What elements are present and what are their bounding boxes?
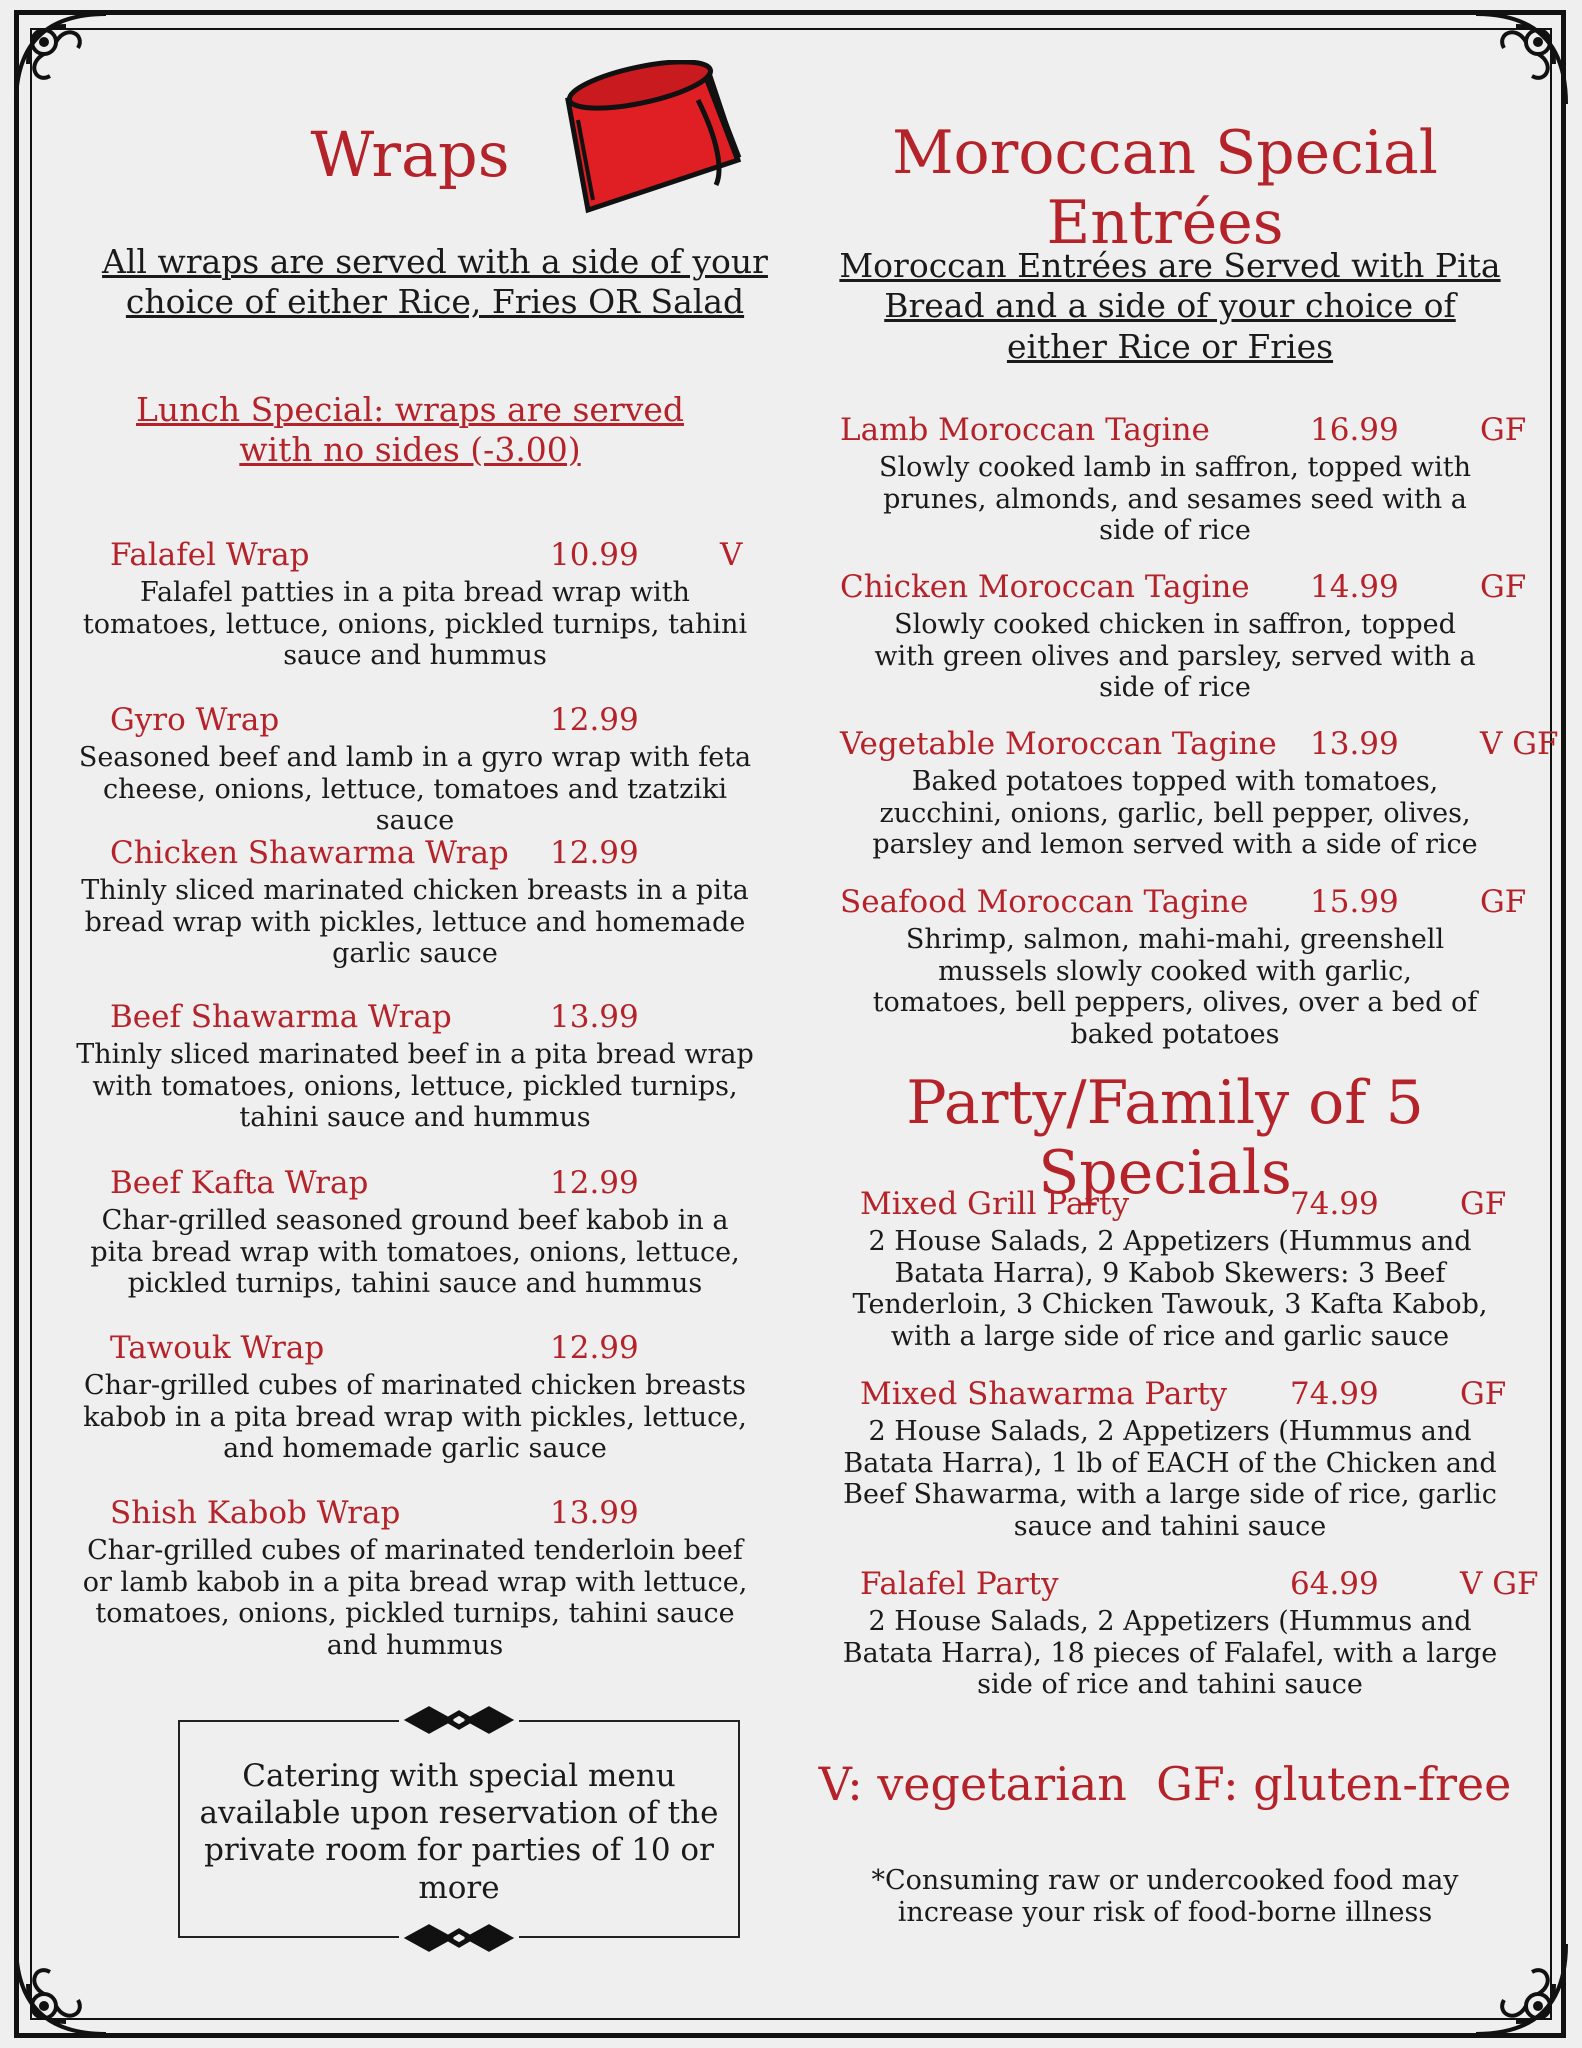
item-name: Mixed Shawarma Party [860,1376,1228,1412]
item-name: Chicken Moroccan Tagine [840,569,1250,605]
menu-item-header [110,835,750,875]
item-diet-tag: V GF [1460,1566,1539,1602]
lunch-special-note: Lunch Special: wraps are served with no sides (-3.00) [135,390,685,470]
item-name: Vegetable Moroccan Tagine [840,726,1277,762]
item-description: Falafel patties in a pita bread wrap with tomatoes, lettuce, onions, pickled turnips, tahini sauce and hummus [82,577,748,672]
item-name: Chicken Shawarma Wrap [110,835,509,871]
item-diet-tag: GF [1480,569,1527,605]
item-description: Char-grilled seasoned ground beef kabob in a pita bread wrap with tomatoes, onions, lettuce, pickled turnips, tahini sauce and hummus [90,1205,740,1300]
item-price: 74.99 [1290,1376,1379,1412]
item-price: 15.99 [1310,884,1399,920]
item-price: 12.99 [550,1165,639,1201]
item-price: 64.99 [1290,1566,1379,1602]
item-diet-tag: GF [1460,1186,1507,1222]
corner-ornament-icon [1466,4,1576,114]
moroccan-side-note: Moroccan Entrées are Served with Pita Bread and a side of your choice of either Rice or Fries [839,246,1501,366]
item-description: Seasoned beef and lamb in a gyro wrap with feta cheese, onions, lettuce, tomatoes and tzatziki sauce [78,742,752,837]
item-price: 12.99 [550,1330,639,1366]
menu-item-header [860,1376,1550,1416]
item-name: Shish Kabob Wrap [110,1495,401,1531]
menu-item-header [840,884,1550,924]
item-description: Slowly cooked lamb in saffron, topped with prunes, almonds, and sesames seed with a side of rice [879,452,1471,547]
diamond-divider-icon [399,1705,519,1735]
item-name: Gyro Wrap [110,702,280,738]
legend: V: vegetarian GF: gluten-free [818,1757,1512,1811]
item-name: Beef Shawarma Wrap [110,999,452,1035]
catering-box [178,1720,740,1938]
menu-item-header [840,569,1550,609]
item-description: Char-grilled cubes of marinated chicken breasts kabob in a pita bread wrap with pickles, lettuce, and homemade garlic sauce [83,1370,747,1465]
item-price: 12.99 [550,835,639,871]
item-name: Lamb Moroccan Tagine [840,412,1210,448]
item-diet-tag: GF [1480,412,1527,448]
menu-item-header [840,412,1550,452]
menu-item-header [110,999,750,1039]
item-name: Tawouk Wrap [110,1330,325,1366]
item-description: Thinly sliced marinated chicken breasts in a pita bread wrap with pickles, lettuce and homemade garlic sauce [81,875,749,970]
menu-item-header [840,726,1559,766]
item-price: 16.99 [1310,412,1399,448]
item-name: Mixed Grill Party [860,1186,1130,1222]
item-price: 12.99 [550,702,639,738]
item-description: 2 House Salads, 2 Appetizers (Hummus and Batata Harra), 18 pieces of Falafel, with a large side of rice and tahini sauce [842,1606,1498,1701]
disclaimer: *Consuming raw or undercooked food may increase your risk of food-borne illness [871,1865,1459,1928]
item-name: Falafel Party [860,1566,1059,1602]
wraps-title: Wraps [310,118,510,191]
wraps-side-note: All wraps are served with a side of your choice of either Rice, Fries OR Salad [102,242,768,322]
item-price: 13.99 [550,999,639,1035]
corner-ornament-icon [1466,1934,1576,2044]
menu-item-header [860,1566,1550,1606]
fez-hat-icon [548,60,748,220]
item-diet-tag: GF [1460,1376,1507,1412]
item-description: Baked potatoes topped with tomatoes, zucchini, onions, garlic, bell pepper, olives, parsley and lemon served with a side of rice [872,766,1478,861]
menu-item-header [110,702,750,742]
item-name: Seafood Moroccan Tagine [840,884,1249,920]
item-description: 2 House Salads, 2 Appetizers (Hummus and Batata Harra), 9 Kabob Skewers: 3 Beef Tenderloin, 3 Chicken Tawouk, 3 Kafta Kabob, with a large side of rice and garlic sauce [852,1226,1488,1352]
item-price: 10.99 [550,537,639,573]
item-price: 13.99 [1310,726,1399,762]
item-diet-tag: V [720,537,743,573]
moroccan-title: Moroccan Special Entrées [892,118,1438,258]
item-description: 2 House Salads, 2 Appetizers (Hummus and Batata Harra), 1 lb of EACH of the Chicken and Beef Shawarma, with a large side of rice, garlic sauce and tahini sauce [843,1416,1497,1542]
menu-item-header [110,1495,750,1535]
item-price: 14.99 [1310,569,1399,605]
menu-item-header [110,1330,750,1370]
item-name: Falafel Wrap [110,537,310,573]
item-description: Slowly cooked chicken in saffron, topped with green olives and parsley, served with a side of rice [874,609,1476,704]
menu-item-header [110,537,750,577]
item-name: Beef Kafta Wrap [110,1165,369,1201]
item-description: Char-grilled cubes of marinated tenderloin beef or lamb kabob in a pita bread wrap with lettuce, tomatoes, onions, pickled turnips, tahini sauce and hummus [82,1535,748,1661]
item-diet-tag: V GF [1480,726,1559,762]
catering-text: Catering with special menu available upon reservation of the private room for parties of 10 or more [199,1758,719,1906]
item-price: 74.99 [1290,1186,1379,1222]
menu-item-header [110,1165,750,1205]
item-description: Shrimp, salmon, mahi-mahi, greenshell mussels slowly cooked with garlic, tomatoes, bell peppers, olives, over a bed of baked potatoes [872,924,1478,1050]
item-price: 13.99 [550,1495,639,1531]
diamond-divider-icon [399,1923,519,1953]
item-description: Thinly sliced marinated beef in a pita bread wrap with tomatoes, onions, lettuce, pickled turnips, tahini sauce and hummus [76,1039,754,1134]
item-diet-tag: GF [1480,884,1527,920]
party-title: Party/Family of 5 Specials [906,1068,1424,1208]
menu-item-header [860,1186,1550,1226]
corner-ornament-icon [6,1934,116,2044]
corner-ornament-icon [6,4,116,114]
